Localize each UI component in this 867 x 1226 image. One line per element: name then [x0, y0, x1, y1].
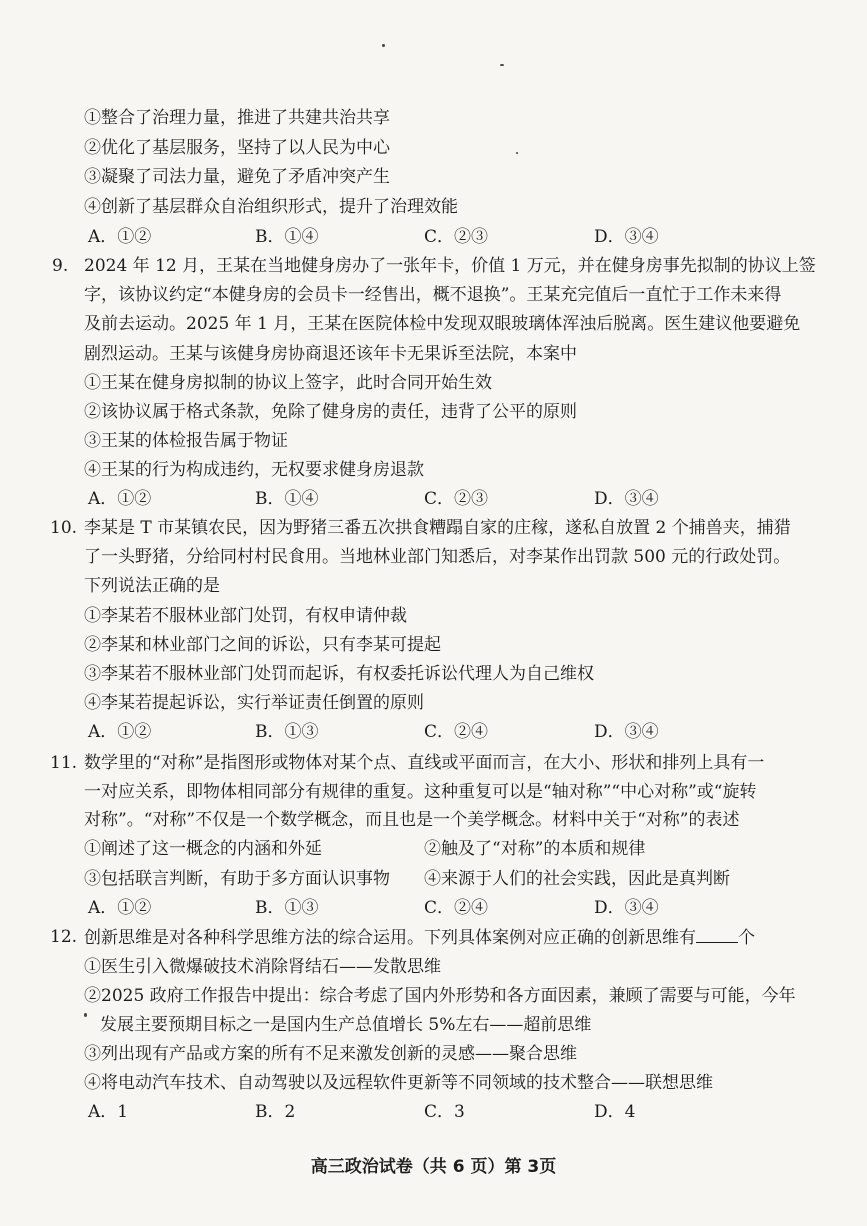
question-stem-line: 李某是 T 市某镇农民，因为野猪三番五次拱食糟蹋自家的庄稼，遂私自放置 2 个捕兽夹，捕猎 — [84, 518, 791, 538]
question-stem-line: 一对应关系，即物体相同部分有规律的重复。这种重复可以是“轴对称”“中心对称”或“旋转 — [84, 782, 757, 802]
answer-blank — [696, 926, 738, 943]
question-stem-line: 下列说法正确的是 — [84, 576, 220, 596]
question-number: 10. — [50, 518, 78, 538]
question-number: 11. — [50, 753, 78, 773]
option-c: C．3 — [424, 1102, 465, 1122]
statement: ④王某的行为构成违约，无权要求健身房退款 — [84, 460, 424, 480]
stem-text: 创新思维是对各种科学思维方法的综合运用。下列具体案例对应正确的创新思维有 — [84, 928, 696, 948]
option-d: D．③④ — [594, 227, 659, 247]
option-a: A．①② — [88, 489, 152, 509]
question-stem-line: 剧烈运动。王某与该健身房协商退还该年卡无果诉至法院，本案中 — [84, 344, 577, 364]
statement-continued: 发展主要预期目标之一是国内生产总值增长 5%左右——超前思维 — [100, 1015, 592, 1035]
option-c: C．②③ — [424, 489, 489, 509]
question-stem-line: 了一头野猪，分给同村村民食用。当地林业部门知悉后，对李某作出罚款 500 元的行政处罚。 — [84, 547, 791, 567]
statement: ②李某和林业部门之间的诉讼，只有李某可提起 — [84, 635, 441, 655]
question-stem-line: 对称”。“对称”不仅是一个数学概念，而且也是一个美学概念。材料中关于“对称”的表述 — [84, 810, 740, 830]
question-stem-line: 字，该协议约定“本健身房的会员卡一经售出，概不退换”。王某充完值后一直忙于工作未来得 — [84, 285, 782, 305]
option-d: D．4 — [594, 1102, 636, 1122]
option-a: A．1 — [88, 1102, 129, 1122]
statement: ③李某若不服林业部门处罚而起诉，有权委托诉讼代理人为自己维权 — [84, 664, 594, 684]
option-d: D．③④ — [594, 489, 659, 509]
option-c: C．②③ — [424, 227, 489, 247]
statement: ③凝聚了司法力量，避免了矛盾冲突产生 — [84, 167, 390, 187]
option-b: B．①③ — [255, 722, 319, 742]
option-a: A．①② — [88, 227, 152, 247]
scan-speck — [500, 64, 504, 66]
statement: ②2025 政府工作报告中提出：综合考虑了国内外形势和各方面因素，兼顾了需要与可能，今年 — [84, 986, 796, 1006]
statement: ④创新了基层群众自治组织形式，提升了治理效能 — [84, 197, 458, 217]
statement: ③列出现有产品或方案的所有不足来激发创新的灵感——聚合思维 — [84, 1044, 577, 1064]
statement: ②触及了“对称”的本质和规律 — [424, 839, 646, 859]
statement: ④来源于人们的社会实践，因此是真判断 — [424, 869, 730, 889]
option-d: D．③④ — [594, 898, 659, 918]
option-c: C．②④ — [424, 722, 489, 742]
statement: ①王某在健身房拟制的协议上签字，此时合同开始生效 — [84, 373, 492, 393]
statement: ③包括联言判断，有助于多方面认识事物 — [84, 869, 390, 889]
scan-speck — [84, 1013, 87, 1017]
question-stem-line: 数学里的“对称”是指图形或物体对某个点、直线或平面而言，在大小、形状和排列上具有一 — [84, 753, 765, 773]
statement: ②该协议属于格式条款，免除了健身房的责任，违背了公平的原则 — [84, 402, 577, 422]
option-b: B．①④ — [255, 227, 319, 247]
option-c: C．②④ — [424, 898, 489, 918]
option-b: B．①④ — [255, 489, 319, 509]
question-stem-line: 及前去运动。2025 年 1 月，王某在医院体检中发现双眼玻璃体浑浊后脱离。医生建议他要避免 — [84, 314, 801, 334]
stem-text: 个 — [738, 928, 755, 948]
statement: ②优化了基层服务，坚持了以人民为中心 — [84, 138, 390, 158]
statement: ①医生引入微爆破技术消除肾结石——发散思维 — [84, 957, 441, 977]
option-b: B．①③ — [255, 898, 319, 918]
statement: ④李某若提起诉讼，实行举证责任倒置的原则 — [84, 693, 424, 713]
option-a: A．①② — [88, 898, 152, 918]
scan-speck — [382, 44, 385, 47]
question-stem-line: 2024 年 12 月，王某在当地健身房办了一张年卡，价值 1 万元，并在健身房事先拟制的协议上签 — [84, 256, 816, 276]
question-stem-line — [84, 926, 755, 949]
statement: ①阐述了这一概念的内涵和外延 — [84, 839, 322, 859]
option-b: B．2 — [255, 1102, 296, 1122]
option-d: D．③④ — [594, 722, 659, 742]
page-footer: 高三政治试卷（共 6 页）第 3页 — [310, 1157, 557, 1177]
question-number: 9. — [52, 256, 69, 276]
question-number: 12. — [50, 927, 78, 947]
statement: ①整合了治理力量，推进了共建共治共享 — [84, 108, 390, 128]
statement: ①李某若不服林业部门处罚，有权申请仲裁 — [84, 606, 407, 626]
scan-speck — [516, 152, 518, 154]
option-a: A．①② — [88, 722, 152, 742]
statement: ③王某的体检报告属于物证 — [84, 431, 288, 451]
statement: ④将电动汽车技术、自动驾驶以及远程软件更新等不同领域的技术整合——联想思维 — [84, 1073, 713, 1093]
